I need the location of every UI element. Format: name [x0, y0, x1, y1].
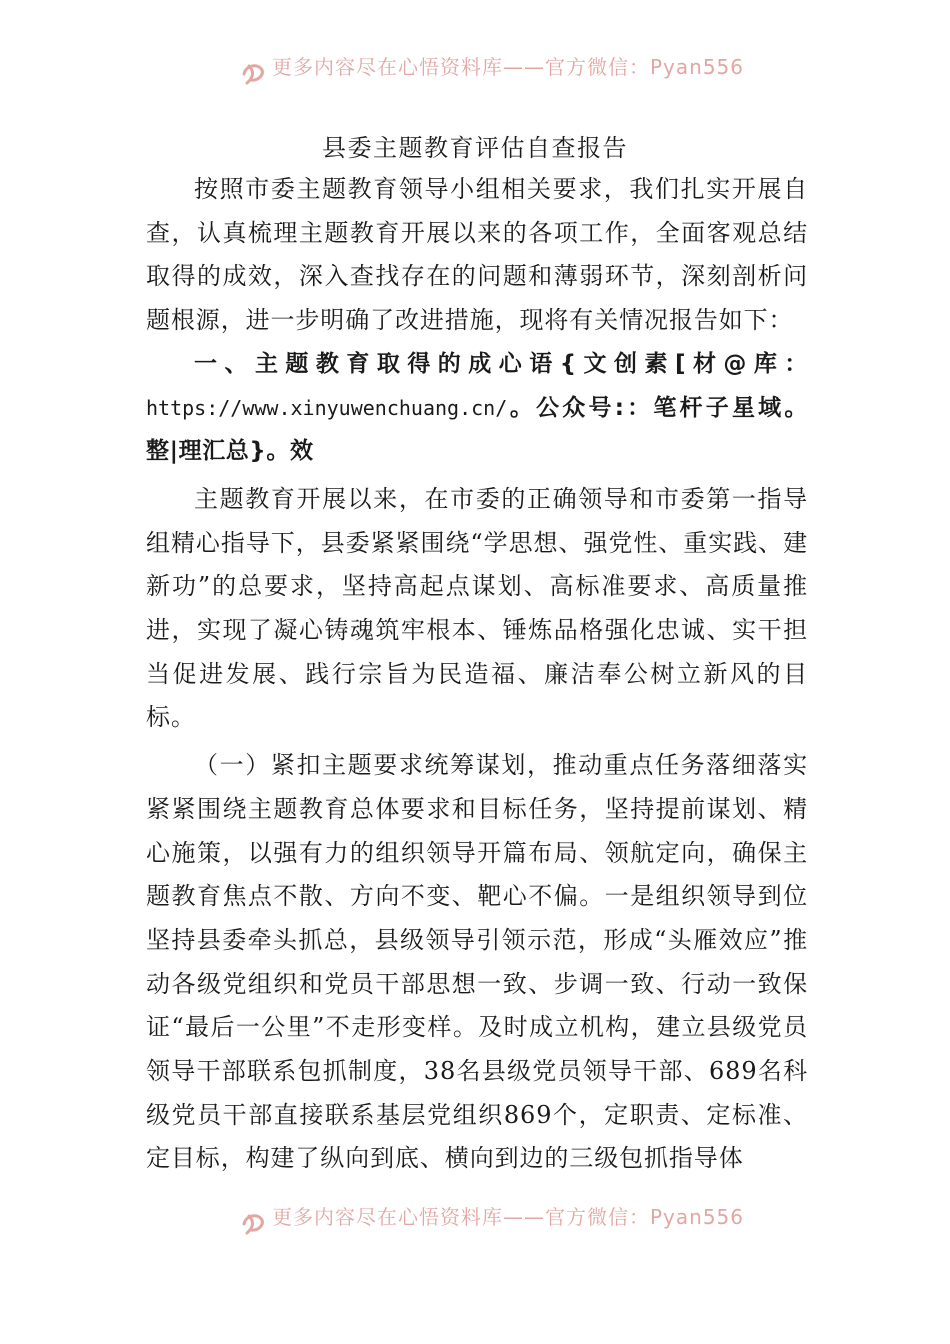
- watermark-text: 更多内容尽在心悟资料库——官方微信：Pyan556: [272, 55, 745, 79]
- intro-paragraph: 按照市委主题教育领导小组相关要求，我们扎实开展自查，认真梳理主题教育开展以来的各项工作，全面客观总结取得的成效，深入查找存在的问题和薄弱环节，深刻剖析问题根源，进一步明确了改进措施，现将有关情况报告如下：: [146, 175, 808, 335]
- heading-text-b: 。公众号:：笔杆子星域。整|理汇总}。效: [146, 394, 808, 465]
- body-paragraph-2: （一）紧扣主题要求统筹谋划，推动重点任务落细落实紧紧围绕主题教育总体要求和目标任务，坚持提前谋划、精心施策，以强有力的组织领导开篇布局、领航定向，确保主题教育焦点不散、方向不变、靶心不偏。一是组织领导到位坚持县委牵头抓总，县级领导引领示范，形成“头雁效应”推动各级党组织和党员干部思想一致、步调一致、行动一致保证“最后一公里”不走形变样。及时成立机构，建立县级党员领导干部联系包抓制度，38名县级党员领导干部、689名科级党员干部直接联系基层党组织869个，定职责、定标准、定目标，构建了纵向到底、横向到边的三级包抓指导体: [146, 751, 808, 1173]
- watermark-footer: [0, 1205, 950, 1235]
- heading-url: https://www.xinyuwenchuang.cn/: [146, 395, 508, 420]
- body-paragraph-1: 主题教育开展以来，在市委的正确领导和市委第一指导组精心指导下，县委紧紧围绕“学思想、强党性、重实践、建新功”的总要求，坚持高起点谋划、高标准要求、高质量推进，实现了凝心铸魂筑牢根本、锤炼品格强化忠诚、实干担当促进发展、践行宗旨为民造福、廉洁奉公树立新风的目标。: [146, 484, 808, 732]
- watermark-text: 更多内容尽在心悟资料库——官方微信：Pyan556: [272, 1205, 745, 1229]
- document-body: [146, 168, 808, 1181]
- section-heading: [146, 343, 808, 474]
- watermark-header: [0, 55, 950, 85]
- heading-text-a: 一、主题教育取得的成心语{文创素[材@库：: [194, 350, 808, 377]
- logo-icon: [240, 1209, 266, 1235]
- logo-icon: [240, 59, 266, 85]
- document-title: 县委主题教育评估自查报告: [322, 134, 628, 162]
